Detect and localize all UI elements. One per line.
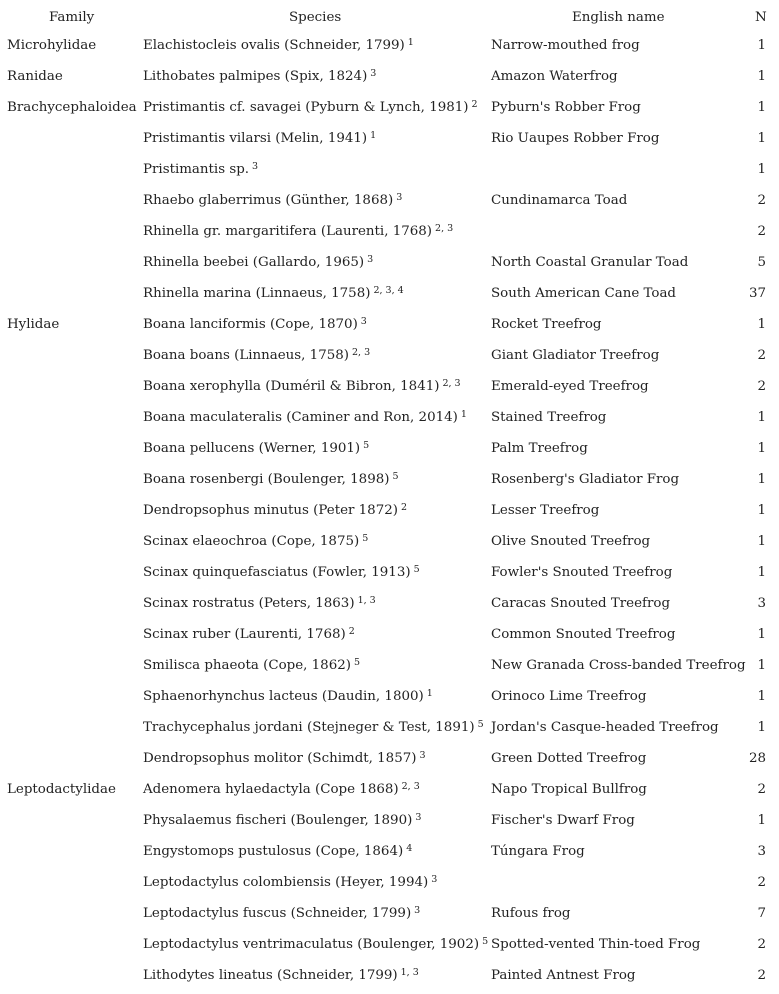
species-cell	[143, 185, 402, 216]
species-name: Pristimantis sp.	[143, 162, 250, 177]
count-cell: 1	[757, 813, 766, 828]
species-name: Boana boans (Linnaeus, 1758)	[143, 348, 349, 363]
table-row	[0, 743, 779, 774]
english-name-cell: Napo Tropical Bullfrog	[491, 782, 647, 797]
reference-superscript: 2	[348, 626, 355, 637]
table-row	[0, 433, 779, 464]
count-cell: 1	[757, 534, 766, 549]
table-row	[0, 898, 779, 929]
english-name-cell: Painted Antnest Frog	[491, 968, 636, 983]
english-name-cell: Caracas Snouted Treefrog	[491, 596, 671, 611]
species-cell	[143, 123, 376, 154]
species-cell	[143, 805, 421, 836]
species-cell	[143, 867, 437, 898]
table-row	[0, 371, 779, 402]
reference-superscript: 5	[413, 564, 420, 575]
species-name: Rhinella gr. margaritifera (Laurenti, 1768)	[143, 224, 433, 239]
species-cell	[143, 340, 370, 371]
family-cell: Ranidae	[7, 69, 63, 84]
species-cell	[143, 495, 407, 526]
reference-superscript: 1	[460, 409, 467, 420]
table-row	[0, 216, 779, 247]
species-name: Pristimantis vilarsi (Melin, 1941)	[143, 131, 368, 146]
english-name-cell: New Granada Cross-banded Treefrog	[491, 658, 746, 673]
count-cell: 3	[757, 596, 766, 611]
english-name-cell: Túngara Frog	[491, 844, 585, 859]
table-row	[0, 929, 779, 960]
family-cell: Hylidae	[7, 317, 60, 332]
family-cell: Leptodactylidae	[7, 782, 116, 797]
species-name: Scinax elaeochroa (Cope, 1875)	[143, 534, 360, 549]
species-name: Scinax ruber (Laurenti, 1768)	[143, 627, 346, 642]
species-name: Leptodactylus colombiensis (Heyer, 1994)	[143, 875, 429, 890]
english-name-cell: Fischer's Dwarf Frog	[491, 813, 635, 828]
count-cell: 1	[757, 162, 766, 177]
reference-superscript: 1, 3	[357, 595, 376, 606]
english-name-cell: Palm Treefrog	[491, 441, 588, 456]
species-name: Dendropsophus molitor (Schimdt, 1857)	[143, 751, 417, 766]
reference-superscript: 3	[367, 254, 374, 265]
reference-superscript: 5	[362, 533, 369, 544]
count-cell: 1	[757, 317, 766, 332]
english-name-cell: Spotted-vented Thin-toed Frog	[491, 937, 701, 952]
reference-superscript: 2	[400, 502, 408, 513]
table-row	[0, 92, 779, 123]
species-name: Leptodactylus fuscus (Schneider, 1799)	[143, 906, 412, 921]
table-row	[0, 650, 779, 681]
species-name: Boana maculateralis (Caminer and Ron, 2014)	[143, 410, 458, 425]
species-cell	[143, 402, 467, 433]
header-english-name: English name	[572, 10, 665, 25]
table-row	[0, 805, 779, 836]
reference-superscript: 1	[407, 37, 414, 48]
species-cell	[143, 743, 426, 774]
species-cell	[143, 464, 399, 495]
count-cell: 2	[757, 224, 766, 239]
reference-superscript: 5	[392, 471, 399, 482]
table-row	[0, 712, 779, 743]
reference-superscript: 1, 3	[400, 967, 419, 978]
reference-superscript: 2, 3	[401, 781, 420, 792]
count-cell: 2	[757, 782, 766, 797]
species-cell	[143, 898, 420, 929]
english-name-cell: South American Cane Toad	[491, 286, 677, 301]
reference-superscript: 3	[414, 905, 421, 916]
english-name-cell: Common Snouted Treefrog	[491, 627, 676, 642]
species-name: Leptodactylus ventrimaculatus (Boulenger, 1902)	[143, 937, 480, 952]
english-name-cell: Cundinamarca Toad	[491, 193, 628, 208]
count-cell: 2	[757, 193, 766, 208]
count-cell: 1	[757, 472, 766, 487]
table-row	[0, 867, 779, 898]
species-cell	[143, 960, 419, 991]
species-cell	[143, 433, 369, 464]
table-row	[0, 309, 779, 340]
header-species: Species	[289, 10, 342, 25]
count-cell: 7	[757, 906, 766, 921]
english-name-cell: Pyburn's Robber Frog	[491, 100, 641, 115]
species-name: Scinax quinquefasciatus (Fowler, 1913)	[143, 565, 411, 580]
count-cell: 2	[757, 379, 766, 394]
count-cell: 28	[748, 751, 766, 766]
species-name: Boana lanciformis (Cope, 1870)	[143, 317, 358, 332]
table-row	[0, 402, 779, 433]
count-cell: 1	[757, 38, 766, 53]
count-cell: 2	[757, 937, 766, 952]
table-row	[0, 154, 779, 185]
species-cell	[143, 588, 376, 619]
species-cell	[143, 30, 414, 61]
count-cell: 1	[757, 689, 766, 704]
species-cell	[143, 526, 368, 557]
species-cell	[143, 61, 376, 92]
english-name-cell: Rio Uaupes Robber Frog	[491, 131, 660, 146]
species-name: Rhinella marina (Linnaeus, 1758)	[143, 286, 371, 301]
reference-superscript: 3	[360, 316, 367, 327]
species-cell	[143, 557, 420, 588]
english-name-cell: Olive Snouted Treefrog	[491, 534, 651, 549]
count-cell: 2	[757, 875, 766, 890]
species-name: Rhinella beebei (Gallardo, 1965)	[143, 255, 365, 270]
species-name: Lithodytes lineatus (Schneider, 1799)	[143, 968, 398, 983]
species-cell	[143, 247, 373, 278]
reference-superscript: 5	[482, 936, 489, 947]
english-name-cell: Orinoco Lime Treefrog	[491, 689, 647, 704]
species-name: Rhaebo glaberrimus (Günther, 1868)	[143, 193, 394, 208]
reference-superscript: 2, 3, 4	[373, 285, 404, 296]
english-name-cell: Jordan's Casque-headed Treefrog	[491, 720, 719, 735]
table-row	[0, 557, 779, 588]
species-name: Boana pellucens (Werner, 1901)	[143, 441, 361, 456]
species-cell	[143, 619, 355, 650]
reference-superscript: 2	[471, 99, 478, 110]
species-name: Adenomera hylaedactyla (Cope 1868)	[143, 782, 399, 797]
english-name-cell: Rufous frog	[491, 906, 571, 921]
species-name: Pristimantis cf. savagei (Pyburn & Lynch, 1981)	[143, 100, 469, 115]
english-name-cell: Amazon Waterfrog	[491, 69, 618, 84]
header-family: Family	[49, 10, 95, 25]
table-row	[0, 185, 779, 216]
reference-superscript: 5	[353, 657, 361, 668]
count-cell: 1	[757, 503, 766, 518]
count-cell: 1	[757, 658, 766, 673]
table-row	[0, 619, 779, 650]
count-cell: 3	[757, 844, 766, 859]
english-name-cell: Narrow-mouthed frog	[491, 38, 640, 53]
table-row	[0, 340, 779, 371]
species-name: Smilisca phaeota (Cope, 1862)	[143, 658, 351, 673]
species-name: Scinax rostratus (Peters, 1863)	[143, 596, 355, 611]
count-cell: 1	[757, 720, 766, 735]
table-row	[0, 495, 779, 526]
species-cell	[143, 278, 404, 309]
species-name: Lithobates palmipes (Spix, 1824)	[143, 69, 368, 84]
species-cell	[143, 836, 412, 867]
species-name: Trachycephalus jordani (Stejneger & Test, 1891)	[143, 720, 475, 735]
reference-superscript: 5	[363, 440, 370, 451]
count-cell: 1	[757, 100, 766, 115]
reference-superscript: 2, 3	[442, 378, 461, 389]
english-name-cell: Rocket Treefrog	[491, 317, 602, 332]
species-name: Engystomops pustulosus (Cope, 1864)	[143, 844, 404, 859]
reference-superscript: 2, 3	[435, 223, 454, 234]
species-cell	[143, 681, 433, 712]
species-cell	[143, 774, 420, 805]
count-cell: 1	[757, 69, 766, 84]
table-row	[0, 588, 779, 619]
count-cell: 2	[757, 348, 766, 363]
species-cell	[143, 154, 258, 185]
english-name-cell: Emerald-eyed Treefrog	[491, 379, 649, 394]
reference-superscript: 3	[431, 874, 438, 885]
english-name-cell: Fowler's Snouted Treefrog	[491, 565, 673, 580]
reference-superscript: 3	[370, 68, 377, 79]
table-row	[0, 61, 779, 92]
species-name: Physalaemus fischeri (Boulenger, 1890)	[143, 813, 413, 828]
count-cell: 1	[757, 410, 766, 425]
table-row	[0, 774, 779, 805]
count-cell: 2	[757, 968, 766, 983]
reference-superscript: 3	[419, 750, 426, 761]
reference-superscript: 1	[370, 130, 377, 141]
table-row	[0, 464, 779, 495]
reference-superscript: 3	[396, 192, 403, 203]
species-cell	[143, 929, 488, 960]
species-name: Boana xerophylla (Duméril & Bibron, 1841)	[143, 379, 440, 394]
reference-superscript: 5	[477, 719, 484, 730]
header-n: N	[755, 10, 767, 25]
family-cell: Brachycephaloidea	[7, 100, 137, 115]
table-row	[0, 681, 779, 712]
species-cell	[143, 650, 360, 681]
english-name-cell: Giant Gladiator Treefrog	[491, 348, 660, 363]
species-cell	[143, 309, 367, 340]
reference-superscript: 2, 3	[352, 347, 371, 358]
reference-superscript: 1	[426, 688, 433, 699]
species-name: Dendropsophus minutus (Peter 1872)	[143, 503, 398, 518]
english-name-cell: Lesser Treefrog	[491, 503, 600, 518]
count-cell: 1	[757, 441, 766, 456]
count-cell: 37	[748, 286, 766, 301]
count-cell: 1	[757, 131, 766, 146]
table-row	[0, 526, 779, 557]
count-cell: 1	[757, 565, 766, 580]
table-row	[0, 836, 779, 867]
reference-superscript: 4	[406, 843, 413, 854]
table-row	[0, 247, 779, 278]
table-row	[0, 123, 779, 154]
species-name: Sphaenorhynchus lacteus (Daudin, 1800)	[143, 689, 424, 704]
english-name-cell: North Coastal Granular Toad	[491, 255, 689, 270]
species-cell	[143, 371, 461, 402]
english-name-cell: Green Dotted Treefrog	[491, 751, 647, 766]
table-row	[0, 960, 779, 991]
family-cell: Microhylidae	[7, 38, 97, 53]
species-cell	[143, 216, 453, 247]
species-cell	[143, 92, 478, 123]
species-cell	[143, 712, 484, 743]
english-name-cell: Rosenberg's Gladiator Frog	[491, 472, 680, 487]
reference-superscript: 3	[252, 161, 259, 172]
table-row	[0, 30, 779, 61]
reference-superscript: 3	[415, 812, 422, 823]
count-cell: 5	[757, 255, 766, 270]
species-name: Elachistocleis ovalis (Schneider, 1799)	[143, 38, 405, 53]
species-name: Boana rosenbergi (Boulenger, 1898)	[143, 472, 390, 487]
count-cell: 1	[757, 627, 766, 642]
english-name-cell: Stained Treefrog	[491, 410, 607, 425]
table-row	[0, 278, 779, 309]
